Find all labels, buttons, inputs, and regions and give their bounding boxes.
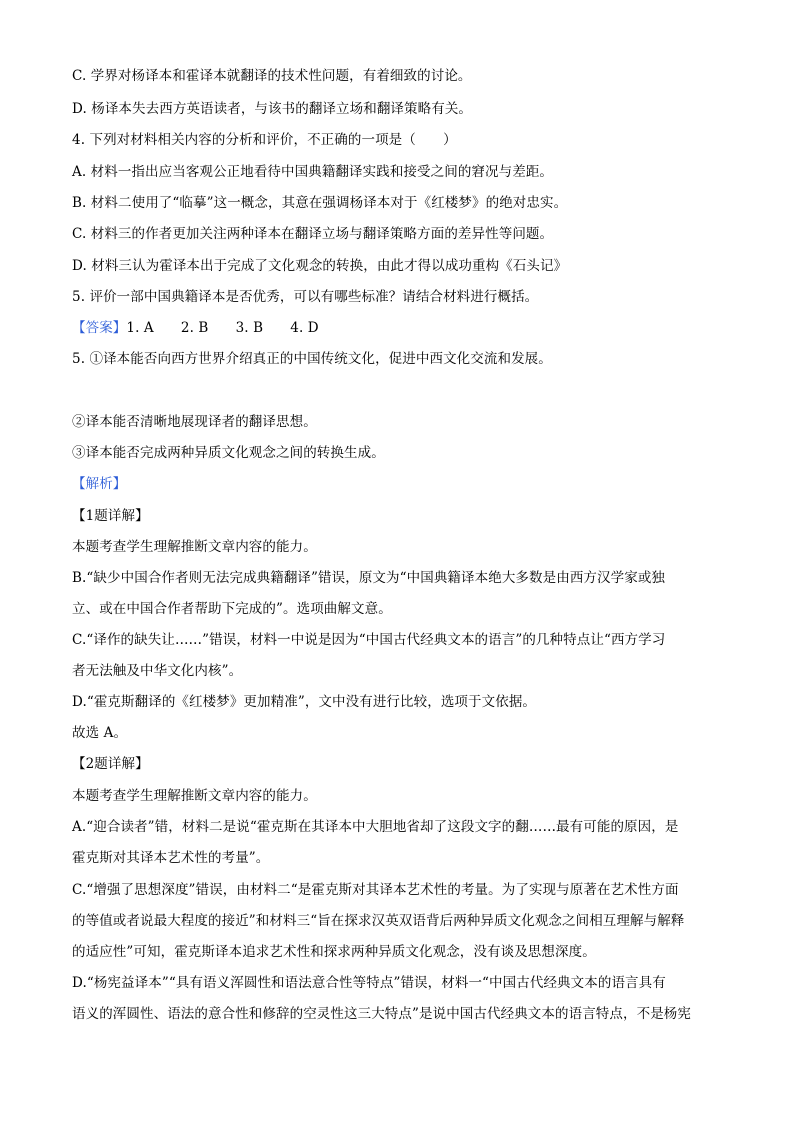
detail-1-line: D.“霍克斯翻译的《红楼梦》更加精准”，文中没有进行比较，选项于文依据。 [72, 694, 537, 710]
answer-line [72, 318, 732, 338]
detail-2-line: D.“杨宪益译本”“具有语义浑圆性和语法意合性等特点”错误，材料一“中国古代经典文本的语言具有 [72, 975, 666, 991]
detail-2-line: 的等值或者说最大程度的接近”和材料三“旨在探求汉英双语背后两种异质文化观念之间相互理解与解释 [72, 913, 685, 929]
question-4-option-c: C. 材料三的作者更加关注两种译本在翻译立场与翻译策略方面的差异性等问题。 [72, 226, 554, 242]
detail-1-line: 者无法触及中华文化内核”。 [72, 663, 243, 679]
answer-5-point-1: 5. ①译本能否向西方世界介绍真正的中国传统文化，促进中西文化交流和发展。 [72, 351, 552, 367]
answer-tag: 【答案】 [72, 320, 127, 336]
detail-1-line: B.“缺少中国合作者则无法完成典籍翻译”错误，原文为“中国典籍译本绝大多数是由西方汉学家或独 [72, 570, 666, 586]
detail-2-line: C.“增强了思想深度”错误，由材料二“是霍克斯对其译本艺术性的考量。为了实现与原著在艺术性方面 [72, 882, 679, 898]
option-c-line: C. 学界对杨译本和霍译本就翻译的技术性问题，有着细致的讨论。 [72, 68, 472, 84]
answer-5-point-2: ②译本能否清晰地展现译者的翻译思想。 [72, 414, 317, 430]
detail-2-heading: 【2题详解】 [72, 756, 149, 772]
answer-text: 1. A 2. B 3. B 4. D [126, 320, 319, 336]
detail-1-line: C.“译作的缺失让……”错误，材料一中说是因为“中国古代经典文本的语言”的几种特点让“西方学习 [72, 632, 666, 648]
answer-5-point-3: ③译本能否完成两种异质文化观念之间的转换生成。 [72, 445, 385, 461]
question-4-option-a: A. 材料一指出应当客观公正地看待中国典籍翻译实践和接受之间的窘况与差距。 [72, 164, 554, 180]
detail-2-line: 语义的浑圆性、语法的意合性和修辞的空灵性这三大特点”是说中国古代经典文本的语言特点，不是杨宪 [72, 1006, 691, 1022]
question-4-option-d: D. 材料三认为霍译本出于完成了文化观念的转换，由此才得以成功重构《石头记》 [72, 258, 568, 274]
detail-2-line: A.“迎合读者”错，材料二是说“霍克斯在其译本中大胆地省却了这段文字的翻……最有可能的原因，是 [72, 819, 679, 835]
detail-1-conclusion: 故选 A。 [72, 725, 128, 741]
analysis-tag: 【解析】 [72, 476, 127, 492]
detail-1-line: 立、或在中国合作者帮助下完成的”。选项曲解文意。 [72, 601, 392, 617]
detail-1-line: 本题考查学生理解推断文章内容的能力。 [72, 539, 317, 555]
question-5-stem: 5. 评价一部中国典籍译本是否优秀，可以有哪些标准？请结合材料进行概括。 [72, 289, 539, 305]
detail-2-line: 霍克斯对其译本艺术性的考量”。 [72, 850, 270, 866]
detail-1-heading: 【1题详解】 [72, 508, 149, 524]
detail-2-line: 的适应性”可知，霍克斯译本追求艺术性和探求两种异质文化观念，没有谈及思想深度。 [72, 944, 596, 960]
question-4-option-b: B. 材料二使用了“临摹”这一概念，其意在强调杨译本对于《红楼梦》的绝对忠实。 [72, 195, 568, 211]
detail-2-line: 本题考查学生理解推断文章内容的能力。 [72, 788, 317, 804]
question-4-stem: 4. 下列对材料相关内容的分析和评价，不正确的一项是（ ） [72, 132, 457, 148]
option-d-line: D. 杨译本失去西方英语读者，与该书的翻译立场和翻译策略有关。 [72, 101, 473, 117]
